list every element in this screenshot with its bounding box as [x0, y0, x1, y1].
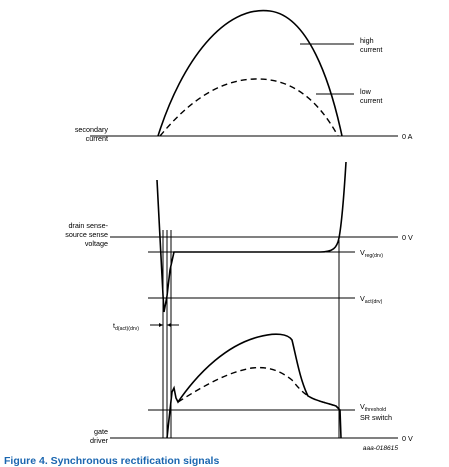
drain-sense-label-3: voltage: [84, 239, 108, 248]
td-act-label: $t_{d(act)(drv)}$: [113, 321, 139, 332]
high-current-curve: [158, 11, 342, 136]
secondary-current-label: secondary: [74, 125, 108, 134]
gate-driver-label-2: driver: [90, 436, 108, 445]
zero-volt-top-label: 0 V: [402, 233, 413, 242]
low-current-curve: [160, 79, 338, 136]
td-arrowhead-left: [159, 323, 163, 327]
drain-sense-label: drain sense-: [68, 221, 108, 230]
low-current-label: low: [360, 87, 371, 96]
high-current-label: high: [360, 36, 374, 45]
low-current-label-2: current: [360, 96, 383, 105]
gate-driver-label: gate: [94, 427, 108, 436]
figure-code: aaa-018615: [362, 445, 398, 452]
sr-switch-label: SR switch: [360, 413, 392, 422]
vthreshold-label: $V_{threshold}$: [360, 402, 387, 413]
vreg-label: $V_{reg(drv)}$: [360, 248, 383, 259]
gate-high-current-waveform: [167, 334, 341, 438]
drain-sense-label-2: source sense: [65, 230, 108, 239]
high-current-label-2: current: [360, 45, 383, 54]
vact-label: $V_{act(drv)}$: [360, 294, 383, 305]
td-arrowhead-right: [167, 323, 171, 327]
secondary-current-label-2: current: [85, 134, 108, 143]
zero-amp-label: 0 A: [402, 132, 413, 141]
zero-volt-bottom-label: 0 V: [402, 434, 413, 443]
figure-caption: Figure 4. Synchronous rectification signals: [4, 455, 220, 467]
